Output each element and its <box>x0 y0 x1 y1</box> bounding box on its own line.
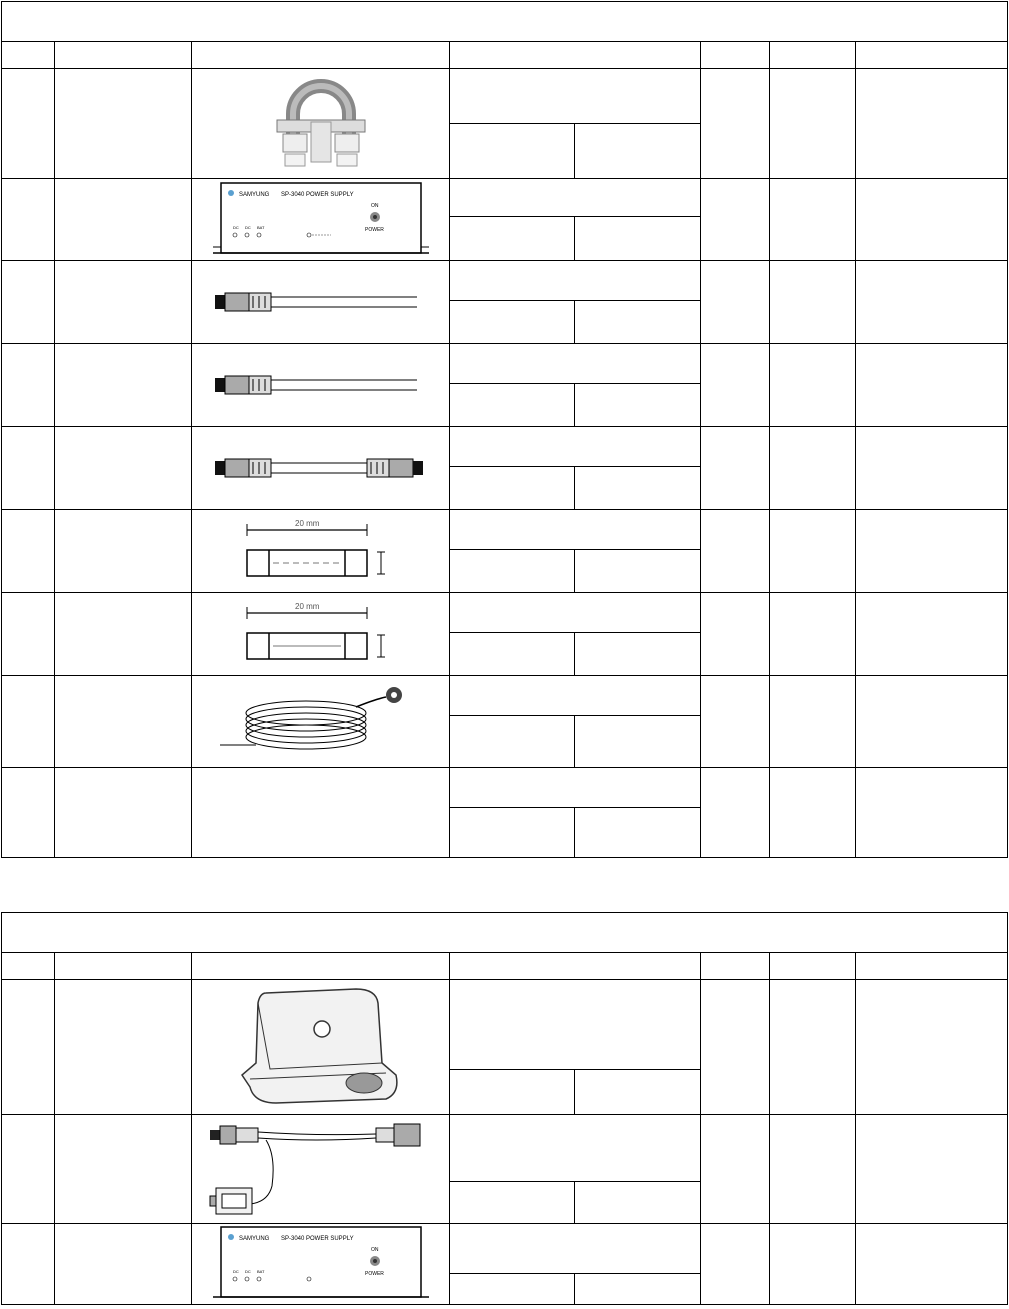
code-b-cell <box>575 384 701 427</box>
qty-cell <box>701 1115 770 1224</box>
unit-cell <box>770 344 856 427</box>
model-label: SP-3040 POWER SUPPLY <box>280 1236 354 1242</box>
row-image <box>192 1224 450 1305</box>
spec-cell <box>450 179 701 217</box>
mounting-bracket-icon <box>236 983 406 1111</box>
code-a-cell <box>450 124 575 179</box>
row-no <box>2 69 55 179</box>
row-name <box>55 261 192 344</box>
row-name <box>55 980 192 1115</box>
table-row <box>2 768 1008 808</box>
spec-cell <box>450 510 701 550</box>
row-name <box>55 768 192 858</box>
remark-cell <box>856 427 1008 510</box>
switch-label: POWER <box>364 1271 384 1277</box>
power-supply-icon <box>211 181 431 259</box>
code-b-cell <box>575 1274 701 1305</box>
code-b-cell <box>575 1070 701 1115</box>
row-image <box>192 179 450 261</box>
unit-cell <box>770 510 856 593</box>
qty-cell <box>701 427 770 510</box>
row-image <box>192 676 450 768</box>
brand-label: SAMYUNG <box>238 1236 269 1242</box>
remark-cell <box>856 510 1008 593</box>
row-name <box>55 69 192 179</box>
code-b-cell <box>575 716 701 768</box>
row-image <box>192 69 450 179</box>
row-name <box>55 179 192 261</box>
row-name <box>55 1115 192 1224</box>
code-b-cell <box>575 467 701 510</box>
code-b-cell <box>575 808 701 858</box>
table-row <box>2 510 1008 550</box>
table-row <box>2 344 1008 384</box>
remark-cell <box>856 593 1008 676</box>
row-no <box>2 344 55 427</box>
header-spec <box>450 953 701 980</box>
qty-cell <box>701 676 770 768</box>
table-title <box>2 2 1008 42</box>
code-a-cell <box>450 550 575 593</box>
row-name <box>55 676 192 768</box>
header-remark <box>856 42 1008 69</box>
table-row <box>2 980 1008 1070</box>
table-title <box>2 913 1008 953</box>
spec-cell <box>450 344 701 384</box>
code-b-cell <box>575 217 701 261</box>
row-no <box>2 768 55 858</box>
remark-cell <box>856 1224 1008 1305</box>
row-image <box>192 344 450 427</box>
unit-cell <box>770 593 856 676</box>
code-a-cell <box>450 384 575 427</box>
row-name <box>55 510 192 593</box>
remark-cell <box>856 1115 1008 1224</box>
unit-cell <box>770 1224 856 1305</box>
row-name <box>55 593 192 676</box>
code-a-cell <box>450 217 575 261</box>
table-row <box>2 1115 1008 1182</box>
unit-cell <box>770 427 856 510</box>
fuse-length-label: 20 mm <box>294 602 319 611</box>
table-row <box>2 261 1008 301</box>
led-label: DC <box>232 1269 239 1274</box>
row-name <box>55 427 192 510</box>
spec-cell <box>450 1115 701 1182</box>
code-b-cell <box>575 301 701 344</box>
spec-cell <box>450 69 701 124</box>
ground-wire-coil-icon <box>216 683 426 761</box>
unit-cell <box>770 179 856 261</box>
power-supply-icon <box>211 1225 431 1303</box>
code-a-cell <box>450 716 575 768</box>
remark-cell <box>856 69 1008 179</box>
header-image <box>192 953 450 980</box>
header-no <box>2 42 55 69</box>
qty-cell <box>701 69 770 179</box>
standard-parts-table <box>1 1 1008 858</box>
row-no <box>2 179 55 261</box>
qty-cell <box>701 261 770 344</box>
unit-cell <box>770 768 856 858</box>
led-label: DC <box>244 224 251 230</box>
table-row <box>2 179 1008 217</box>
row-image <box>192 768 450 858</box>
code-b-cell <box>575 1182 701 1224</box>
code-b-cell <box>575 550 701 593</box>
header-image <box>192 42 450 69</box>
header-remark <box>856 953 1008 980</box>
header-qty <box>701 42 770 69</box>
row-name <box>55 344 192 427</box>
header-name <box>55 953 192 980</box>
header-name <box>55 42 192 69</box>
header-no <box>2 953 55 980</box>
code-a-cell <box>450 467 575 510</box>
qty-cell <box>701 1224 770 1305</box>
code-a-cell <box>450 301 575 344</box>
qty-cell <box>701 593 770 676</box>
spec-cell <box>450 427 701 467</box>
model-label: SP-3040 POWER SUPPLY <box>280 191 354 198</box>
wire-rope-clip-icon <box>271 76 371 172</box>
spec-cell <box>450 261 701 301</box>
row-no <box>2 676 55 768</box>
row-no <box>2 593 55 676</box>
row-image <box>192 427 450 510</box>
led-label: DC <box>244 1269 251 1274</box>
unit-cell <box>770 261 856 344</box>
header-row <box>2 42 1008 69</box>
table-row <box>2 676 1008 716</box>
cable-one-end-connector-icon <box>211 370 431 400</box>
spec-cell <box>450 768 701 808</box>
spec-cell <box>450 1224 701 1274</box>
header-row <box>2 953 1008 980</box>
fuse-icon <box>241 599 401 669</box>
row-no <box>2 980 55 1115</box>
code-a-cell <box>450 808 575 858</box>
code-a-cell <box>450 1274 575 1305</box>
code-a-cell <box>450 1182 575 1224</box>
header-qty <box>701 953 770 980</box>
switch-label: POWER <box>364 226 384 233</box>
table-row <box>2 593 1008 633</box>
qty-cell <box>701 344 770 427</box>
code-b-cell <box>575 124 701 179</box>
spec-cell <box>450 676 701 716</box>
row-image <box>192 1115 450 1224</box>
qty-cell <box>701 510 770 593</box>
qty-cell <box>701 980 770 1115</box>
unit-cell <box>770 69 856 179</box>
led-label: BAT <box>256 1269 264 1274</box>
row-image <box>192 980 450 1115</box>
remark-cell <box>856 768 1008 858</box>
header-spec <box>450 42 701 69</box>
unit-cell <box>770 980 856 1115</box>
spec-cell <box>450 980 701 1070</box>
row-no <box>2 1115 55 1224</box>
remark-cell <box>856 179 1008 261</box>
header-unit <box>770 42 856 69</box>
remark-cell <box>856 261 1008 344</box>
switch-on-label: ON <box>370 202 378 209</box>
led-label: DC <box>232 224 239 230</box>
y-cable-db9-icon <box>206 1116 436 1222</box>
cable-one-end-connector-icon <box>211 287 431 317</box>
fuse-length-label: 20 mm <box>294 519 319 528</box>
qty-cell <box>701 179 770 261</box>
spec-cell <box>450 593 701 633</box>
table-row <box>2 1224 1008 1274</box>
row-name <box>55 1224 192 1305</box>
optional-parts-table <box>1 912 1008 1305</box>
unit-cell <box>770 1115 856 1224</box>
row-image <box>192 593 450 676</box>
led-label: BAT <box>256 224 264 230</box>
unit-cell <box>770 676 856 768</box>
cable-two-end-connector-icon <box>211 453 431 483</box>
code-a-cell <box>450 1070 575 1115</box>
qty-cell <box>701 768 770 858</box>
row-no <box>2 510 55 593</box>
row-image <box>192 510 450 593</box>
switch-on-label: ON <box>370 1247 378 1253</box>
row-image <box>192 261 450 344</box>
remark-cell <box>856 980 1008 1115</box>
row-no <box>2 261 55 344</box>
fuse-icon <box>241 516 401 586</box>
brand-label: SAMYUNG <box>238 191 269 198</box>
code-a-cell <box>450 633 575 676</box>
table-row <box>2 427 1008 467</box>
code-b-cell <box>575 633 701 676</box>
row-no <box>2 427 55 510</box>
table-row <box>2 69 1008 124</box>
remark-cell <box>856 344 1008 427</box>
row-no <box>2 1224 55 1305</box>
remark-cell <box>856 676 1008 768</box>
header-unit <box>770 953 856 980</box>
